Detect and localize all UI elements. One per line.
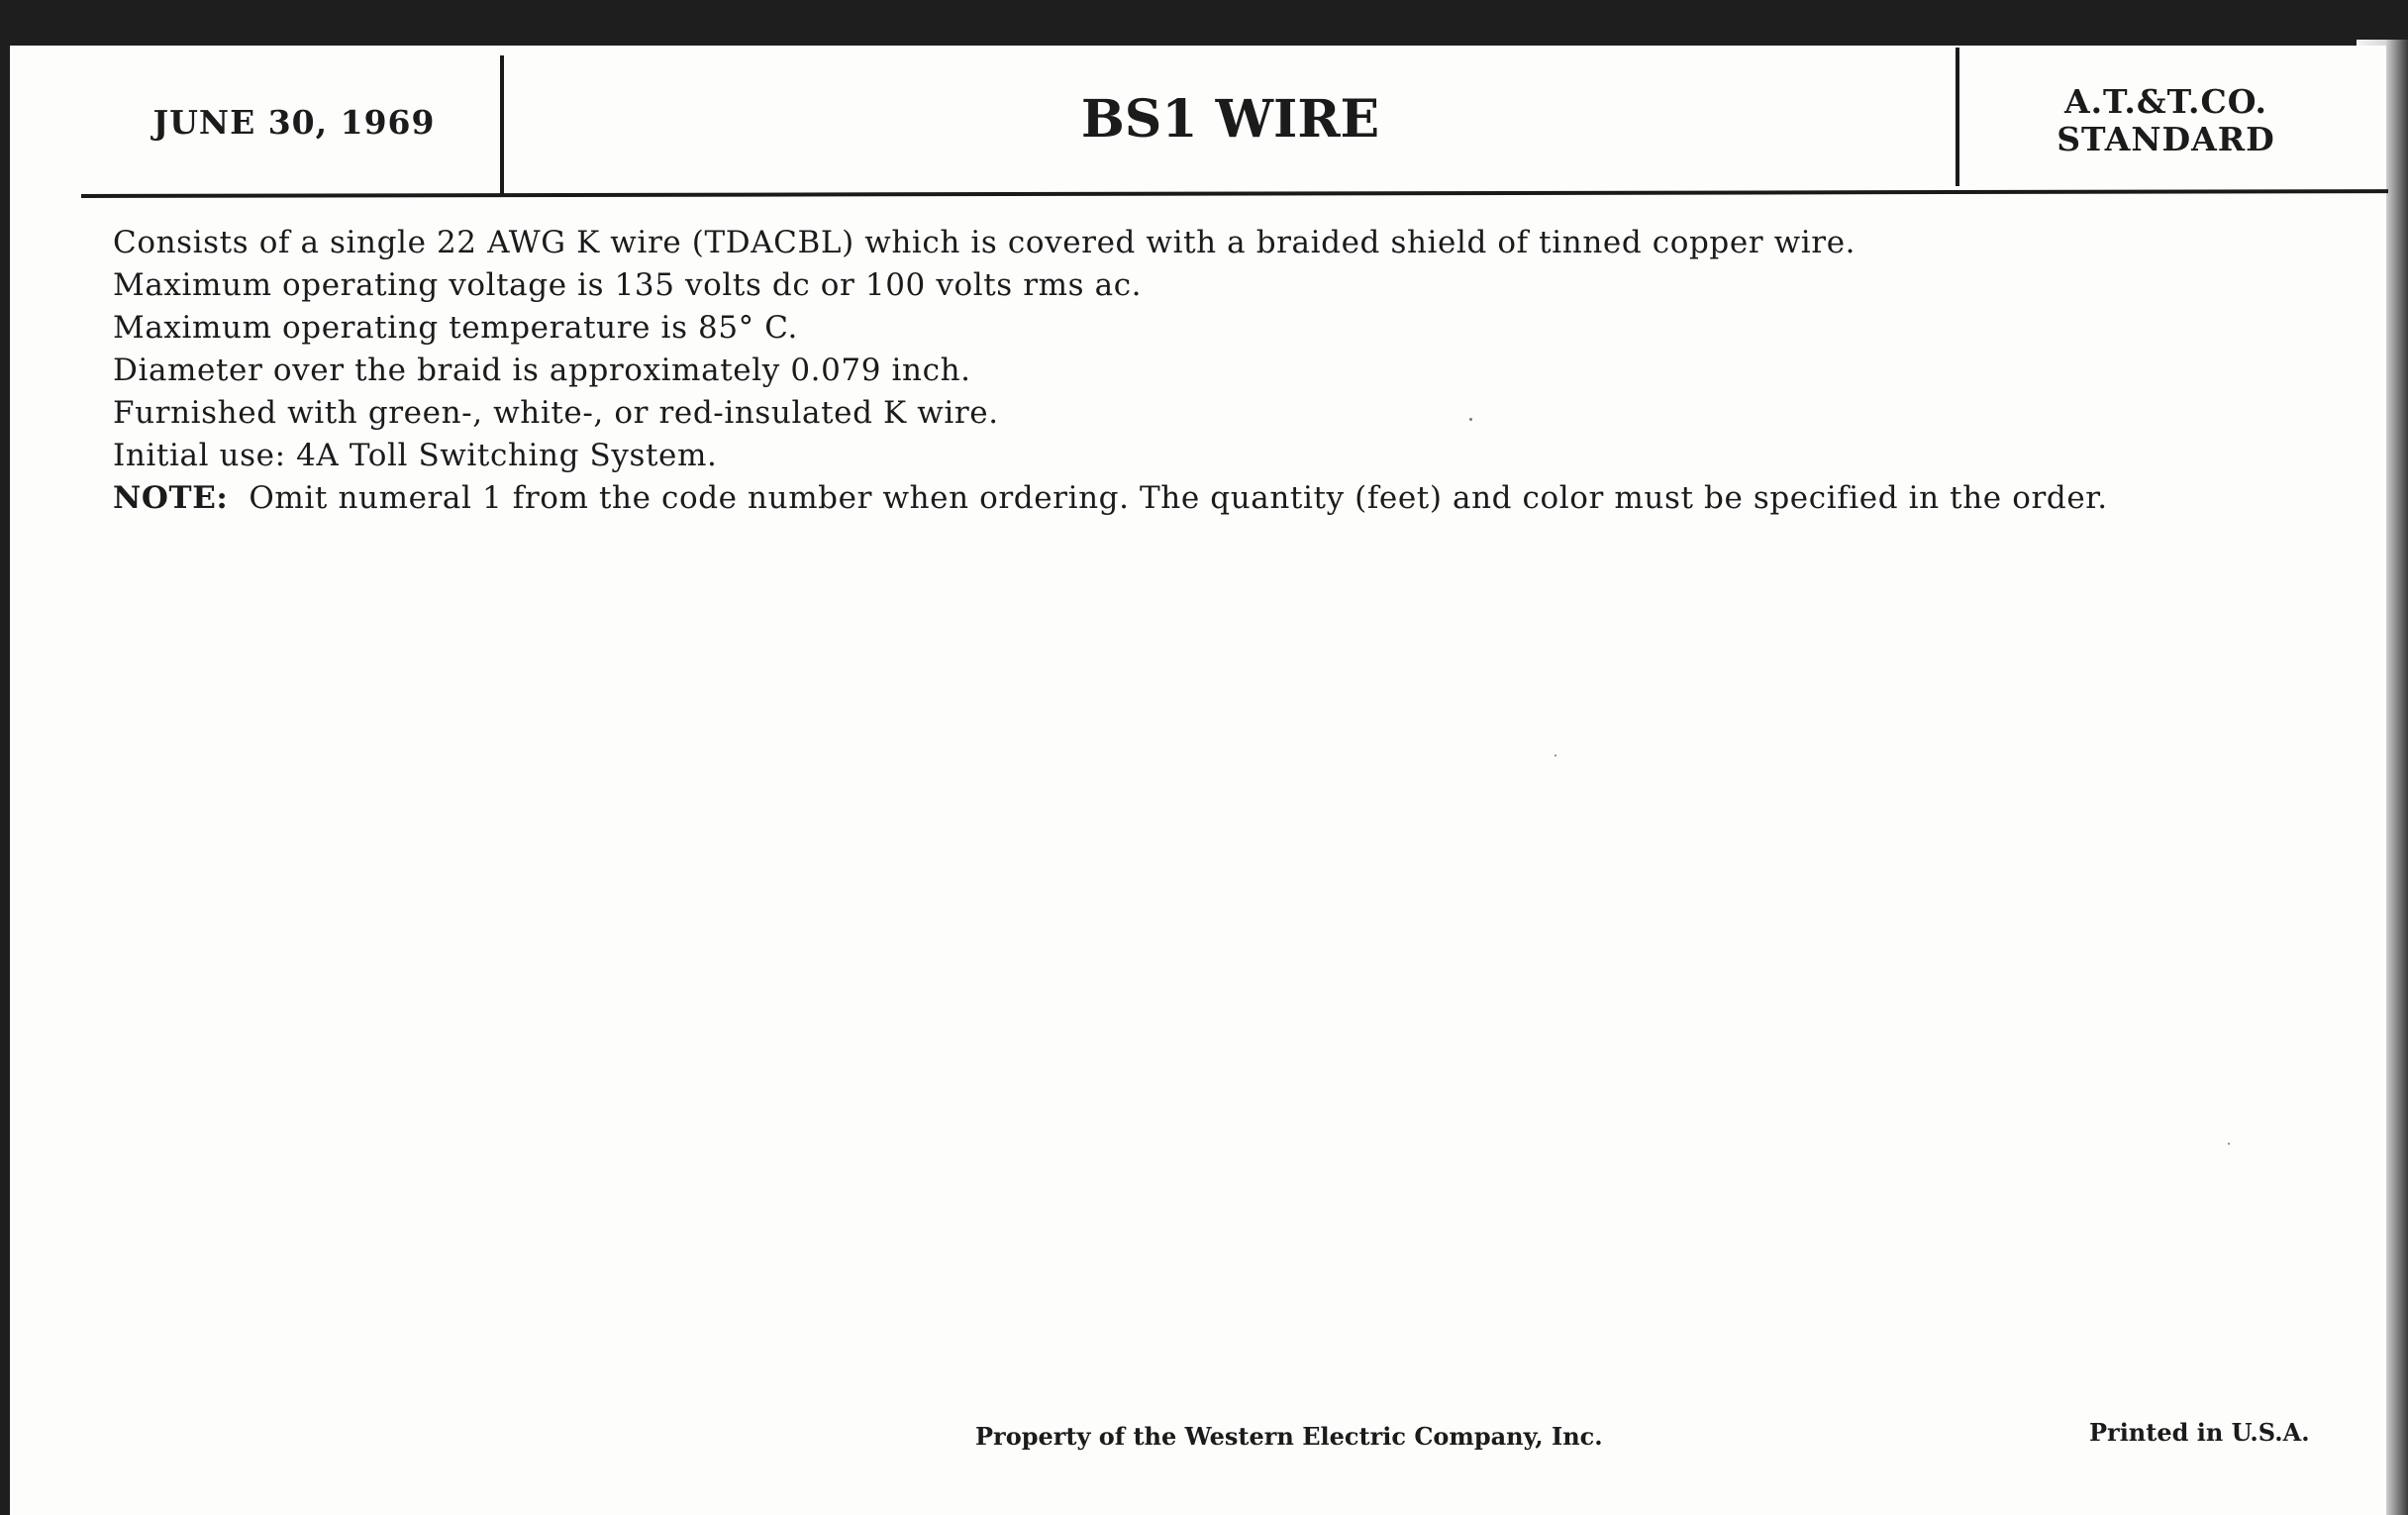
card-title: BS1 WIRE (1080, 89, 1380, 150)
description-line: Maximum operating voltage is 135 volts dc or 100 volts rms ac. (113, 267, 1143, 303)
issue-date: JUNE 30, 1969 (152, 103, 436, 142)
card-header (10, 46, 2386, 198)
description-text (113, 222, 2360, 520)
description-line: Maximum operating temperature is 85° C. (113, 310, 798, 346)
paper-speck (1469, 418, 1472, 421)
note-text: Omit numeral 1 from the code number when ordering. The quantity (feet) and color must be specified in the order. (249, 480, 2108, 516)
note-label: NOTE: (113, 480, 229, 516)
note-line (113, 477, 2360, 520)
standard-line-1: A.T.&T.CO. (2063, 82, 2268, 121)
standard-block (1965, 83, 2366, 182)
standard-line-2: STANDARD (2057, 120, 2275, 158)
property-notice: Property of the Western Electric Company, Inc. (975, 1422, 1603, 1451)
description-line: Initial use: 4A Toll Switching System. (113, 438, 718, 473)
header-divider-left (500, 55, 504, 194)
printed-notice: Printed in U.S.A. (2089, 1418, 2310, 1447)
specification-card (10, 46, 2386, 1515)
paper-speck (2228, 1143, 2230, 1145)
description-line: Consists of a single 22 AWG K wire (TDACBL) which is covered with a braided shield of tinned copper wire. (113, 225, 1856, 260)
header-divider-right (1956, 48, 1959, 186)
paper-speck (1555, 755, 1556, 757)
header-rule (81, 189, 2388, 198)
description-line: Furnished with green-, white-, or red-insulated K wire. (113, 395, 999, 431)
description-line: Diameter over the braid is approximately 0.079 inch. (113, 353, 971, 388)
